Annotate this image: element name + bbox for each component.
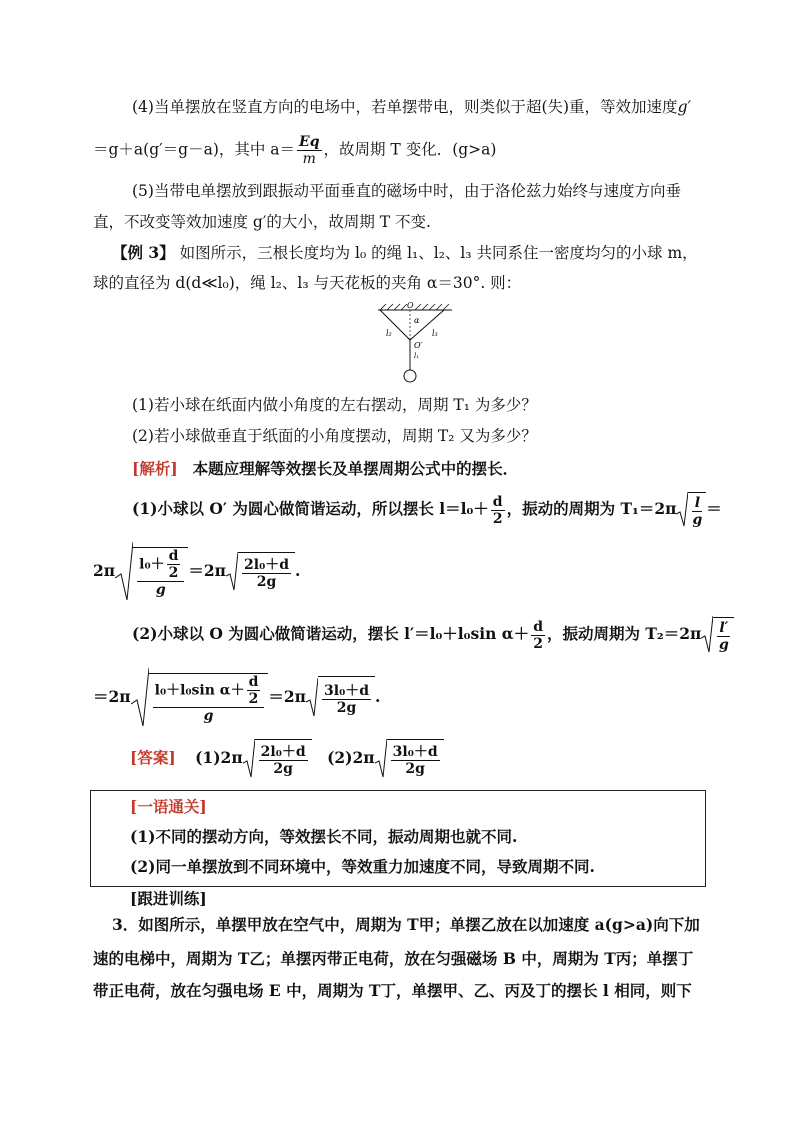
label-O: O — [407, 301, 414, 310]
inner-fnum: d — [248, 673, 259, 690]
step2b-sqrt2 — [306, 675, 375, 721]
analysis-step2 — [132, 616, 734, 654]
step1b-end: . — [295, 561, 301, 580]
inner-fnum: d — [168, 547, 179, 564]
a2-den: 2g — [405, 761, 425, 778]
frac-den: 2 — [492, 510, 503, 527]
analysis-step1 — [132, 492, 722, 528]
summary-item1: (1)不同的摆动方向，等效摆长不同，振动周期也就不同. — [130, 827, 518, 846]
training-line1: 3．如图所示，单摆甲放在空气中，周期为 T甲；单摆乙放在以加速度 a(g>a)向下加 — [112, 915, 700, 934]
answer-line — [130, 738, 444, 780]
label-l3: l₃ — [432, 329, 438, 338]
step1b-sqrt — [115, 542, 188, 602]
r-num: 3l₀＋d — [324, 683, 369, 700]
para4-line1 — [132, 96, 691, 118]
step2-sqrt — [701, 616, 734, 654]
step2b-end: . — [375, 687, 381, 706]
sqrt-num: l — [692, 495, 702, 512]
a1-den: 2g — [273, 761, 293, 778]
sqrt-den: g — [718, 636, 729, 653]
para4-line1-text: (4)当单摆放在竖直方向的电场中，若单摆带电，则类似于超(失)重，等效加速度 — [132, 98, 678, 116]
step1b-pre: 2π — [93, 561, 116, 580]
answer2-pre: (2)2π — [327, 748, 375, 767]
frac-den: 2 — [533, 635, 543, 652]
r-num: 2l₀＋d — [244, 557, 290, 574]
step1-mid: ，振动的周期为 T₁＝2π — [506, 499, 677, 518]
para4-line2-post: ，故周期 T 变化．(g>a) — [323, 140, 497, 159]
example-line2: 球的直径为 d(d≪l₀)，绳 l₂、l₃ 与天花板的夹角 α＝30°. 则： — [93, 274, 522, 292]
answer-tag: [答案] — [130, 748, 176, 767]
r-den: 2g — [256, 574, 277, 591]
example-tag: 【例 3】 — [112, 243, 175, 262]
inner-den: g — [155, 581, 166, 598]
answer1-sqrt — [243, 738, 312, 780]
example-line1 — [112, 242, 698, 264]
training-title: [跟进训练] — [130, 889, 207, 908]
step1-pre: (1)小球以 O′ 为圆心做简谐运动，所以摆长 l＝l₀＋ — [132, 499, 489, 518]
training-line2: 速的电梯中，周期为 T乙；单摆丙带正电荷，放在匀强磁场 B 中，周期为 T丙；单摆丁 — [93, 949, 694, 968]
summary-title-text: [一语通关] — [130, 797, 207, 816]
para4-gprime: g′ — [677, 98, 692, 116]
step1-frac — [491, 494, 505, 527]
analysis-text: 本题应理解等效摆长及单摆周期公式中的摆长． — [192, 459, 519, 478]
a1-num: 2l₀＋d — [260, 744, 306, 761]
inner-den: g — [203, 707, 214, 724]
question-2: (2)若小球做垂直于纸面的小角度摆动，周期 T₂ 又为多少？ — [132, 427, 537, 445]
summary-title — [130, 796, 207, 818]
fraction-denominator: m — [302, 151, 316, 167]
step1b-mid: ＝2π — [188, 561, 227, 580]
para5-line1: (5)当带电单摆放到跟振动平面垂直的磁场中时，由于洛伦兹力始终与速度方向垂 — [132, 182, 681, 200]
frac-num: d — [492, 493, 503, 510]
summary-item2: (2)同一单摆放到不同环境中，等效重力加速度不同，导致周期不同. — [130, 857, 595, 876]
analysis-header — [132, 458, 518, 480]
label-alpha: α — [414, 316, 420, 325]
label-l1: l₁ — [414, 352, 420, 360]
example-text1: 如图所示，三根长度均为 l₀ 的绳 l₁、l₂、l₃ 共同系住一密度均匀的小球 m， — [179, 244, 698, 262]
inner-num: l₀＋ — [139, 556, 165, 572]
step2-pre: (2)小球以 O 为圆心做简谐运动，摆长 l′＝l₀＋l₀sin α＋ — [132, 624, 530, 643]
step2b-mid: ＝2π — [268, 687, 307, 706]
fraction-numerator: Eq — [299, 134, 320, 150]
r-den: 2g — [336, 700, 357, 717]
label-l2: l₂ — [386, 329, 392, 338]
step1b-sqrt2 — [226, 551, 295, 593]
analysis-step2b — [93, 668, 380, 728]
question-1: (1)若小球在纸面内做小角度的左右摆动，周期 T₁ 为多少？ — [132, 396, 537, 414]
step2b-sqrt — [131, 668, 269, 728]
para4-line2-pre: ＝g＋a(g′＝g－a)，其中 a＝ — [93, 140, 296, 159]
a2-num: 3l₀＋d — [392, 744, 438, 761]
sqrt-num: l′ — [719, 619, 729, 636]
analysis-tag: [解析] — [132, 459, 178, 478]
answer2-sqrt — [375, 738, 444, 780]
para5-line2: 直，不改变等效加速度 g′的大小，故周期 T 不变. — [93, 213, 431, 231]
step1-eq: ＝ — [706, 499, 722, 518]
frac-num: d — [533, 618, 543, 635]
inner-num: l₀＋l₀sin α＋ — [154, 682, 245, 698]
pendulum-figure — [370, 300, 460, 388]
inner-fden: 2 — [168, 564, 179, 581]
para4-line2 — [93, 134, 496, 167]
step2-frac — [531, 619, 545, 652]
label-Oprime: O′ — [414, 341, 423, 350]
step1-sqrt — [676, 492, 706, 528]
sqrt-den: g — [692, 511, 703, 528]
answer1-pre: (1)2π — [195, 748, 243, 767]
analysis-step1b — [93, 542, 300, 602]
para4-fraction — [297, 134, 321, 167]
step2b-pre: ＝2π — [93, 687, 131, 706]
training-line3: 带正电荷，放在匀强电场 E 中，周期为 T丁，单摆甲、乙、丙及丁的摆长 l 相同，则下 — [93, 981, 692, 1000]
step2-mid: ，振动周期为 T₂＝2π — [546, 624, 702, 643]
inner-fden: 2 — [248, 690, 259, 707]
